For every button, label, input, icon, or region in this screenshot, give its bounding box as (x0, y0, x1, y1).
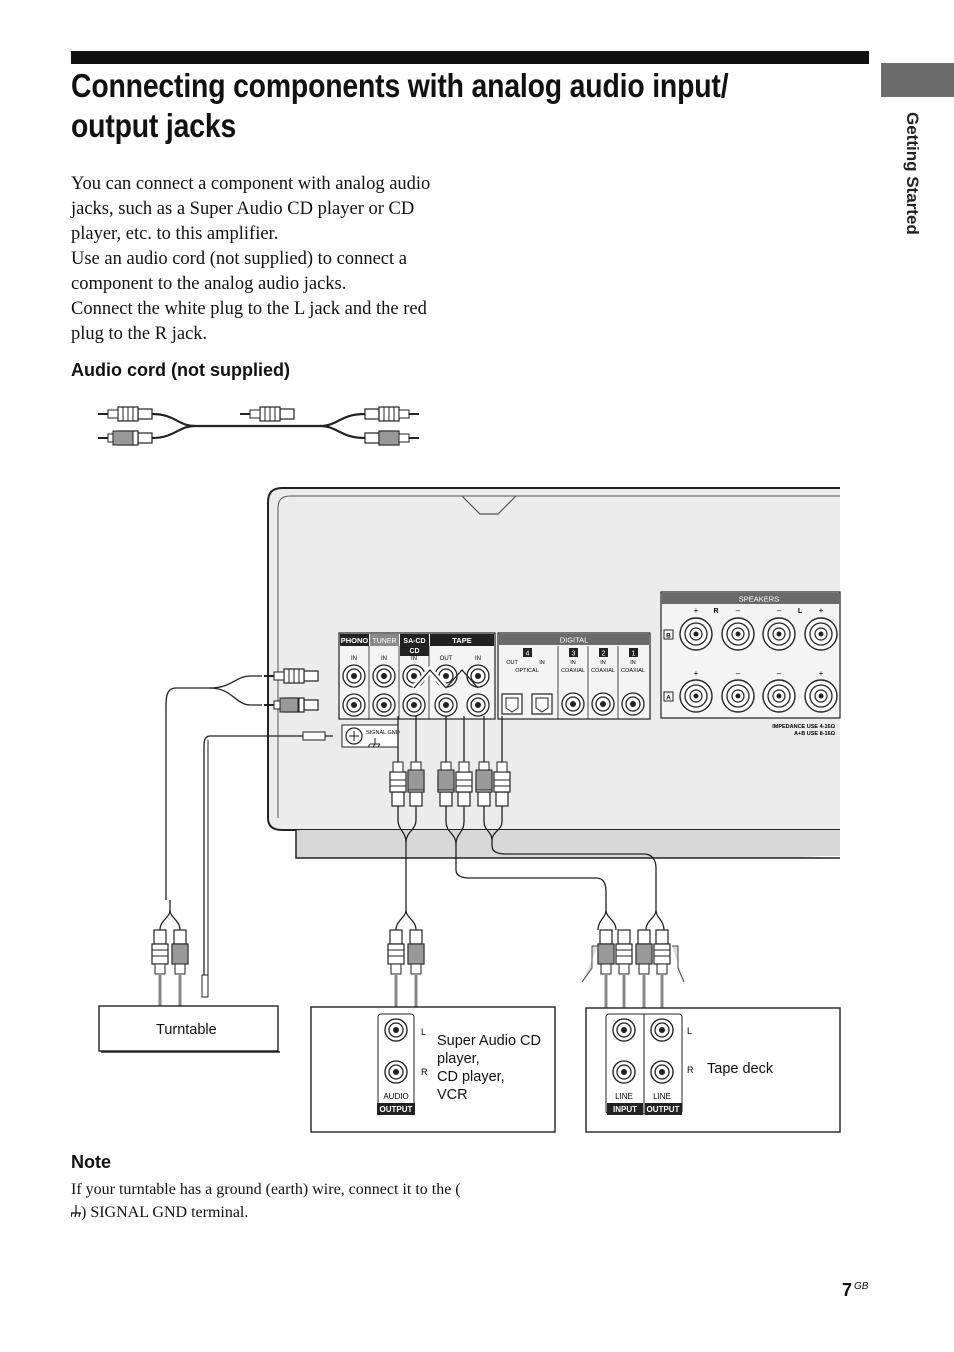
tape-out-label: OUT (439, 656, 453, 662)
tape-line-in-label: LINE (615, 1092, 633, 1101)
section-tab-label: Getting Started (903, 112, 922, 235)
impedance-line-2: A+B USE 8-16Ω (794, 731, 835, 737)
intro-line-3: Connect the white plug to the L jack and the red plug to the R jack. (71, 299, 427, 344)
audio-cord-illustration (98, 407, 419, 445)
speakers-label: SPEAKERS (738, 594, 780, 604)
tape-in-label: IN (475, 656, 481, 662)
speaker-a-r-plus: + (693, 669, 699, 678)
note-text-start: If your turntable has a ground (earth) wire, connect it to the ( (71, 1181, 461, 1198)
cd-audio-label: AUDIO (383, 1092, 409, 1101)
cd-l-label: L (421, 1027, 427, 1037)
cd-player-label-line-3: CD player, (437, 1069, 505, 1085)
note-text (71, 1178, 461, 1224)
coax3-in-label: IN (570, 660, 576, 666)
coax3-label: COAXIAL (561, 668, 585, 674)
speaker-a-l-minus: – (776, 669, 782, 678)
turntable-label: Turntable (156, 1022, 217, 1038)
optical-out-label: OUT (506, 660, 518, 666)
note-heading: Note (71, 1152, 111, 1172)
optical-in-label: IN (539, 660, 545, 666)
sacd-label: SA-CD (403, 638, 426, 645)
tape-output-label: OUTPUT (646, 1105, 680, 1114)
audio-cord-heading: Audio cord (not supplied) (71, 360, 290, 380)
speaker-b-l-plus: + (818, 606, 824, 615)
phono-label: PHONO (340, 636, 369, 645)
coax2-in-label: IN (600, 660, 606, 666)
tape-deck-label: Tape deck (707, 1061, 774, 1077)
phono-in-label: IN (351, 656, 357, 662)
signal-gnd-label: SIGNAL GND (366, 730, 400, 736)
page-number (842, 1280, 868, 1301)
speakers-terminal-block (661, 592, 840, 737)
cd-player-label (437, 1032, 552, 1104)
tape-l-label: L (687, 1026, 693, 1036)
tuner-label: TUNER (372, 638, 397, 645)
speaker-l-label: L (797, 608, 803, 615)
page-number-value: 7 (842, 1280, 853, 1300)
page-number-suffix: GB (854, 1281, 869, 1292)
speaker-b-l-minus: – (776, 606, 782, 615)
coax1-label: COAXIAL (621, 668, 645, 674)
tape-line-out-label: LINE (653, 1092, 671, 1101)
tape-label: TAPE (452, 636, 472, 645)
note-text-end: ) SIGNAL GND terminal. (81, 1204, 249, 1221)
page-title: Connecting components with analog audio input/ output jacks (71, 67, 729, 144)
speaker-b-r-plus: + (693, 606, 699, 615)
cd-player-label-line-1: Super Audio CD (437, 1033, 541, 1049)
coax2-label: COAXIAL (591, 668, 615, 674)
digital-3-number: 3 (571, 650, 576, 658)
speaker-a-r-minus: – (735, 669, 741, 678)
speaker-r-label: R (713, 608, 719, 615)
intro-line-2: Use an audio cord (not supplied) to connect a component to the analog audio jacks. (71, 249, 407, 294)
speaker-a-label: A (666, 694, 671, 702)
cd-output-label: OUTPUT (379, 1105, 413, 1114)
digital-jack-block (498, 633, 650, 719)
speaker-a-l-plus: + (818, 669, 824, 678)
ground-symbol-icon (71, 1205, 81, 1218)
tape-input-label: INPUT (613, 1105, 637, 1114)
tape-r-label: R (687, 1065, 694, 1075)
tuner-in-label: IN (381, 656, 387, 662)
digital-label: DIGITAL (559, 635, 589, 645)
digital-2-number: 2 (601, 650, 606, 658)
cd-r-label: R (421, 1067, 428, 1077)
impedance-line-1: IMPEDANCE USE 4-16Ω (772, 724, 835, 730)
intro-line-1: You can connect a component with analog audio jacks, such as a Super Audio CD player or CD player, etc. to this amplifier. (71, 174, 431, 244)
cd-player-label-line-4: VCR (437, 1087, 468, 1103)
digital-4-number: 4 (525, 650, 530, 658)
coax1-in-label: IN (630, 660, 636, 666)
speaker-b-label: B (666, 632, 671, 640)
speaker-b-r-minus: – (735, 606, 741, 615)
digital-1-number: 1 (631, 650, 636, 658)
optical-label: OPTICAL (515, 668, 539, 674)
cd-label: CD (409, 648, 420, 655)
cd-player-label-line-2: player, (437, 1051, 480, 1067)
sacd-in-label: IN (411, 656, 417, 662)
